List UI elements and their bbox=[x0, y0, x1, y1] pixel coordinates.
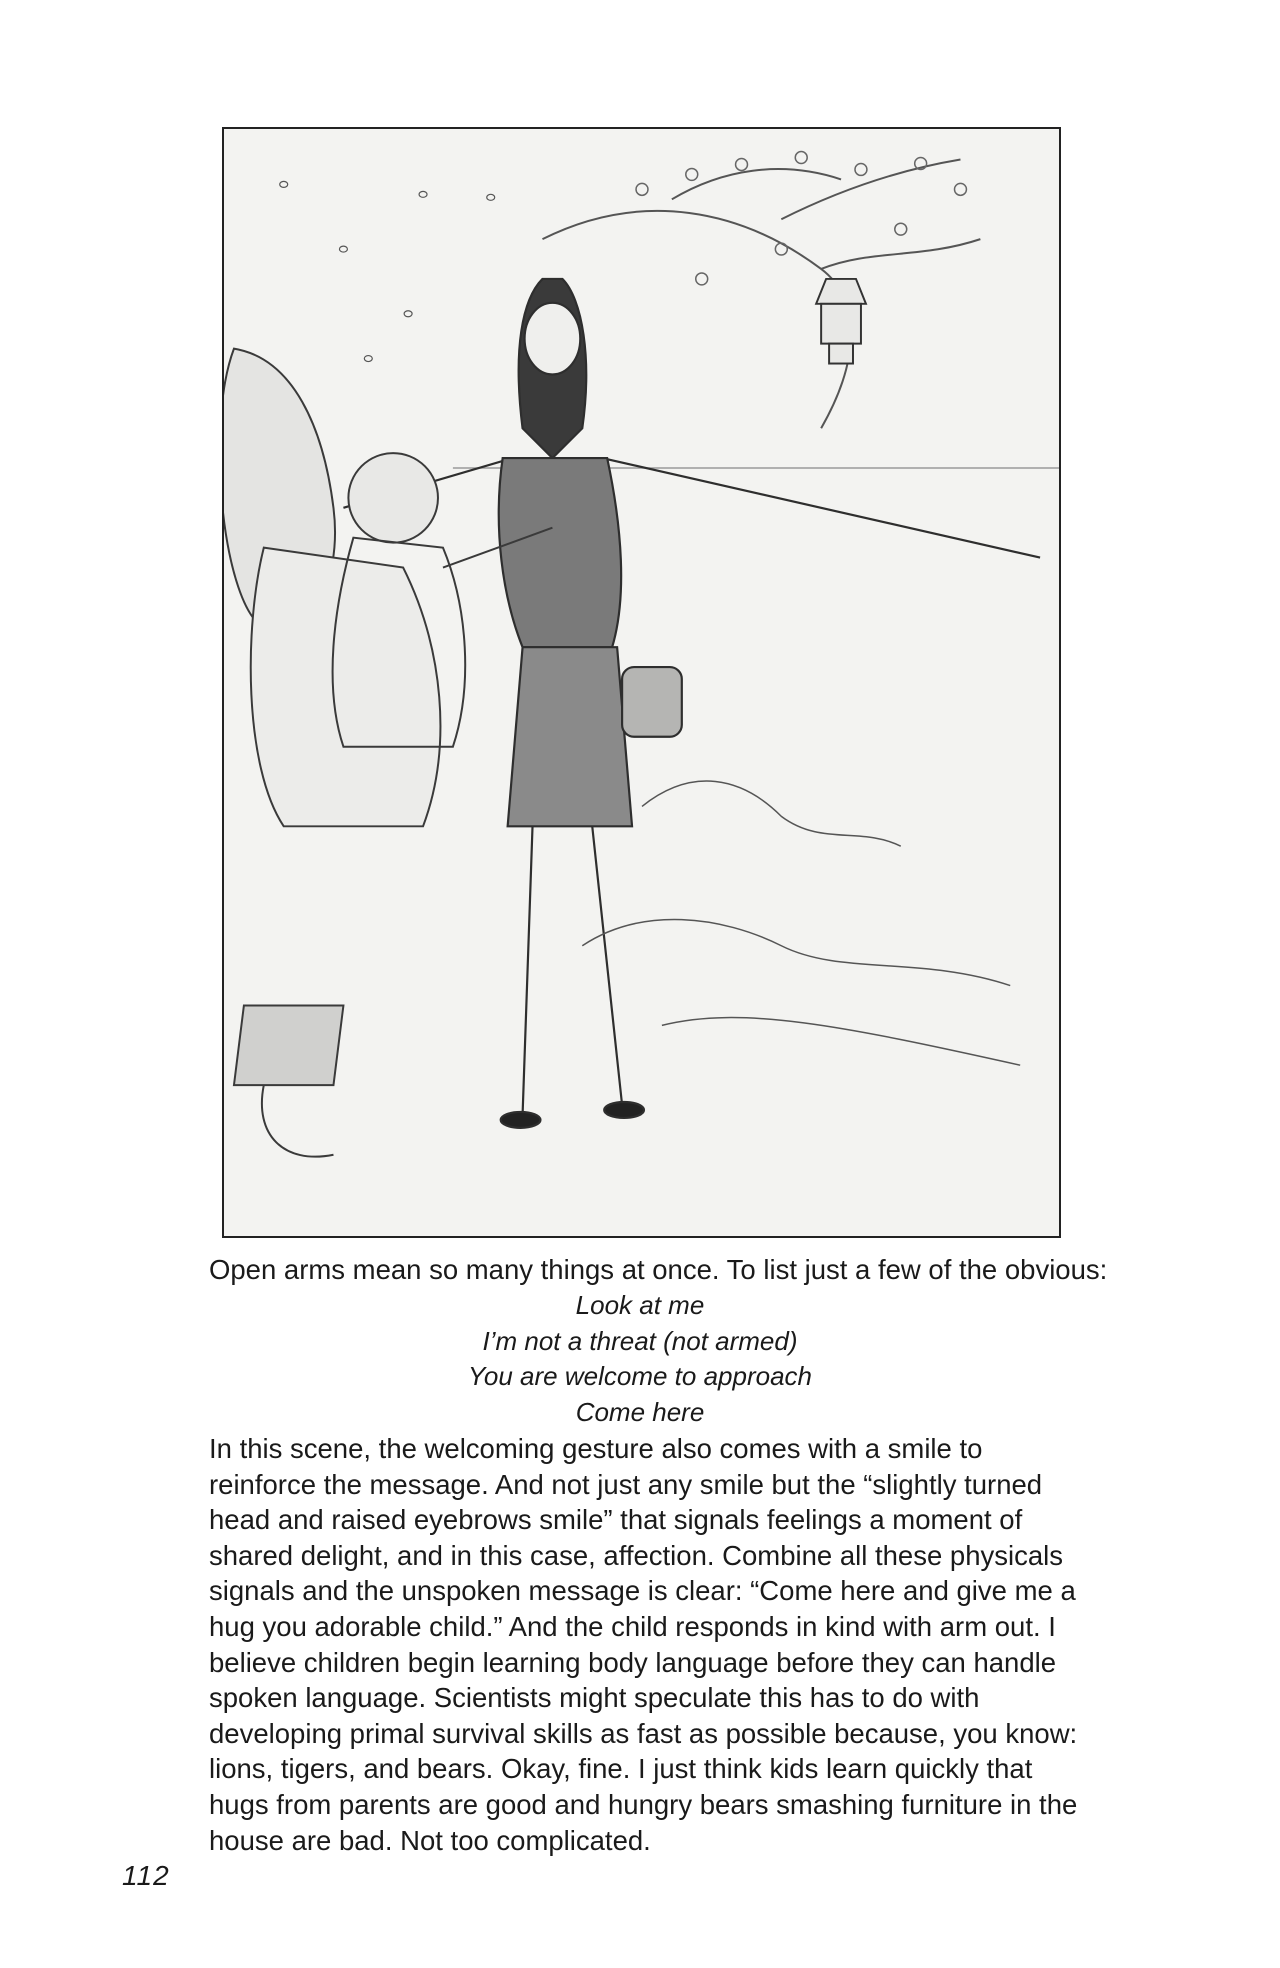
page-number: 112 bbox=[122, 1860, 170, 1891]
caption-list bbox=[200, 1288, 1080, 1430]
caption-list-item: You are welcome to approach bbox=[468, 1361, 812, 1391]
caption-list-item: Come here bbox=[575, 1396, 705, 1427]
caption-list-item: Look at me bbox=[575, 1290, 705, 1320]
caption-intro: Open arms mean so many things at once. To list just a few of the obvious: bbox=[209, 1254, 1108, 1285]
body-paragraph: In this scene, the welcoming gesture also comes with a smile to reinforce the message. And not just any smile but the “slightly turned head and raised eyebrows smile” that signals feelings a moment of shared delight, and in this case, affection. Combine all these physicals signals and the unspoken message is clear: “Come here and give me a hug you adorable child.” And the child responds in kind with arm out. I believe children begin learning body language before they can handle spoken language. Scientists might speculate this has to do with developing primal survival skills as fast as possible because, you know: lions, tigers, and bears. Okay, fine. I just think kids learn quickly that hugs from parents are good and hungry bears smashing furniture in the house are bad. Not too complicated. bbox=[209, 1433, 1078, 1856]
caption-list-item: I’m not a threat (not armed) bbox=[482, 1325, 798, 1356]
pencil-illustration bbox=[222, 127, 1061, 1238]
illustration-drawing bbox=[224, 129, 1059, 1236]
